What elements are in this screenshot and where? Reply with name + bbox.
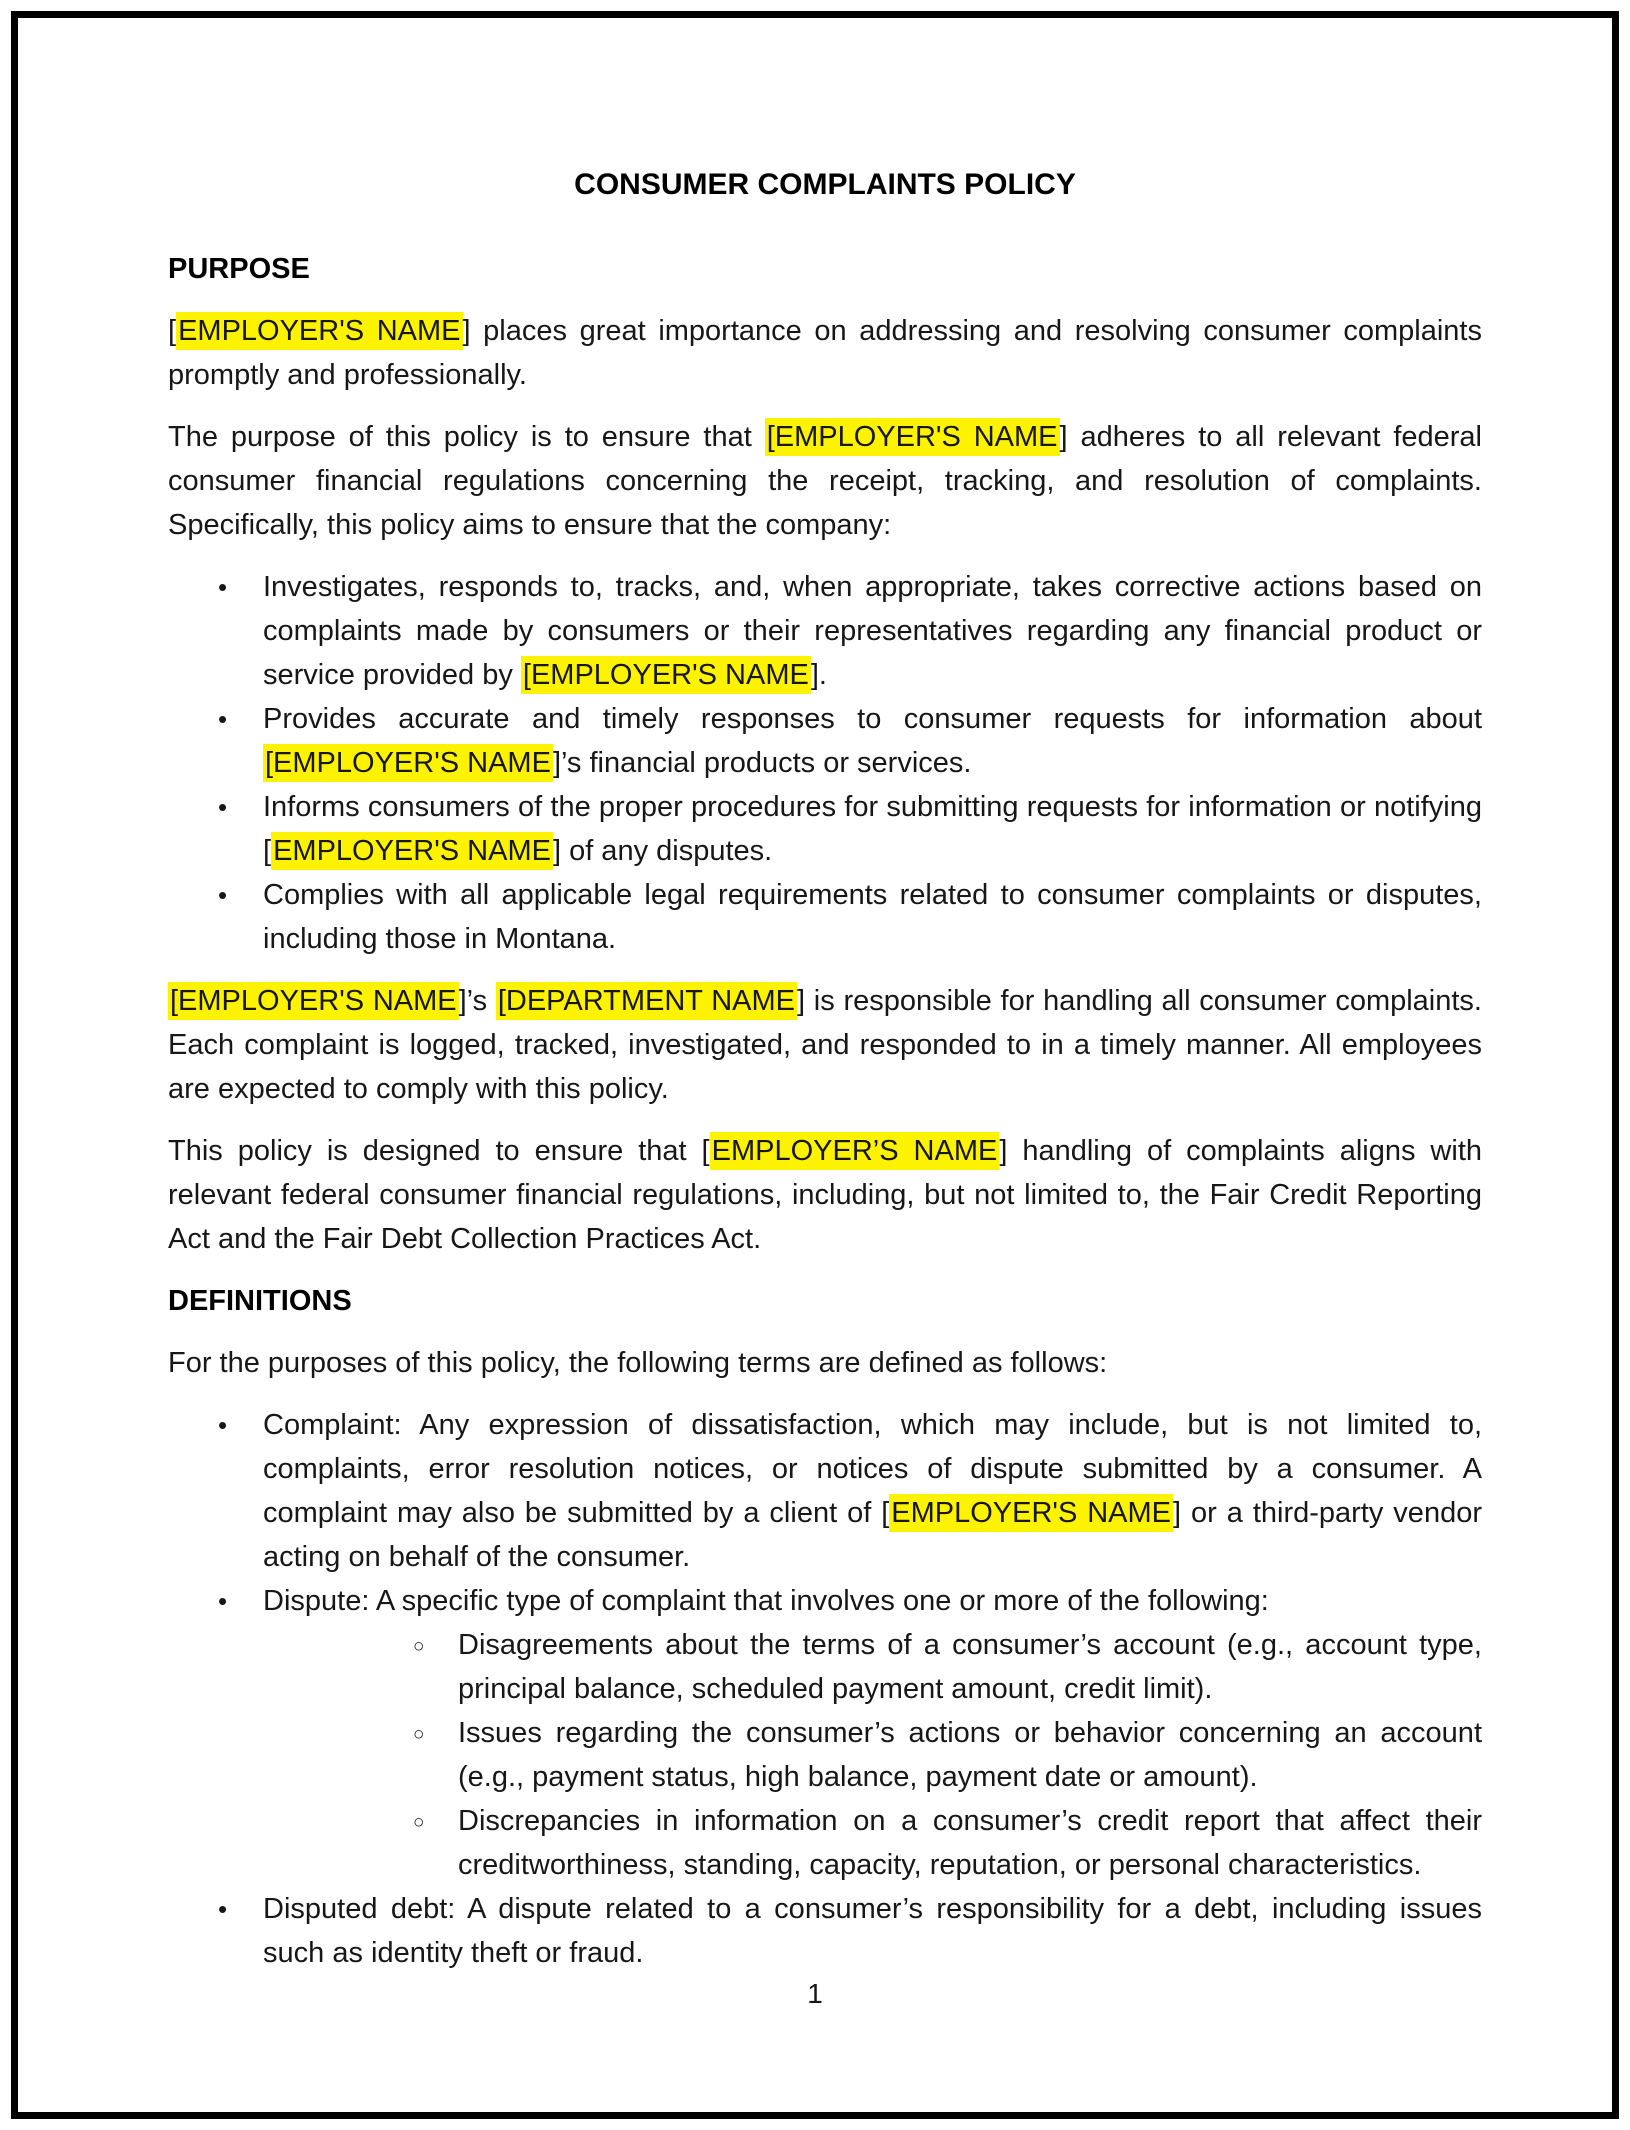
highlighted-placeholder: EMPLOYER'S NAME <box>271 832 553 870</box>
document-title: CONSUMER COMPLAINTS POLICY <box>574 168 1076 201</box>
bullet-icon: • <box>218 1410 228 1440</box>
document-body <box>168 247 1482 1975</box>
list-item <box>168 785 1482 873</box>
highlighted-placeholder: EMPLOYER’S NAME <box>710 1132 1000 1170</box>
text-segment: Disagreements about the terms of a consumer’s account (e.g., account type, principal balance, scheduled payment amount, credit limit). <box>458 1629 1482 1705</box>
text-segment: Informs consumers of the proper procedures for submitting requests for information or notifying [ <box>263 791 1482 867</box>
text-segment: Complaint: Any expression of dissatisfaction, which may include, but is not limited to, complaints, error resolution notices, or notices of dispute submitted by a consumer. A complaint may also be submitted by a client of [ <box>263 1409 1482 1529</box>
text-segment: ]’s financial products or services. <box>552 747 972 779</box>
text-segment: Provides accurate and timely responses to consumer requests for information about <box>263 703 1482 735</box>
circle-bullet-icon: ○ <box>413 1724 425 1745</box>
text-segment: Dispute: A specific type of complaint that involves one or more of the following: <box>263 1585 1269 1617</box>
highlighted-placeholder: [EMPLOYER'S NAME <box>765 418 1060 456</box>
list-item <box>168 1403 1482 1579</box>
highlighted-placeholder: EMPLOYER'S NAME <box>176 312 462 350</box>
text-segment: ] adheres to all relevant federal consumer financial regulations concerning the receipt, tracking, and resolution of complaints. Specifically, this policy aims to ensure that the company: <box>168 421 1483 541</box>
highlighted-placeholder: [EMPLOYER'S NAME <box>263 744 553 782</box>
highlighted-placeholder: EMPLOYER'S NAME <box>889 1494 1173 1532</box>
highlighted-placeholder: [EMPLOYER'S NAME <box>168 982 459 1020</box>
paragraph <box>168 309 1482 397</box>
text-segment: This policy is designed to ensure that [ <box>168 1135 710 1167</box>
highlighted-placeholder: [DEPARTMENT NAME <box>496 982 797 1020</box>
bullet-list <box>168 565 1482 961</box>
bullet-icon: • <box>218 572 228 602</box>
list-item <box>168 873 1482 961</box>
paragraph <box>168 979 1482 1111</box>
text-segment: Disputed debt: A dispute related to a consumer’s responsibility for a debt, including issues such as identity theft or fraud. <box>263 1893 1482 1969</box>
list-item <box>168 1887 1482 1975</box>
sub-list-item <box>263 1711 1482 1799</box>
circle-bullet-icon: ○ <box>413 1812 425 1833</box>
text-segment: ] handling of complaints aligns with relevant federal consumer financial regulations, including, but not limited to, the Fair Credit Reporting Act and the Fair Debt Collection Practices Act. <box>168 1135 1482 1255</box>
list-item <box>168 565 1482 697</box>
paragraph <box>168 1129 1482 1261</box>
page-number: 1 <box>807 1978 823 2009</box>
text-segment: ] of any disputes. <box>552 835 773 867</box>
text-segment: Issues regarding the consumer’s actions or behavior concerning an account (e.g., payment status, high balance, payment date or amount). <box>458 1717 1482 1793</box>
text-segment: Discrepancies in information on a consumer’s credit report that affect their creditworthiness, standing, capacity, reputation, or personal characteristics. <box>458 1805 1482 1881</box>
text-segment: ] is responsible for handling all consumer complaints. Each complaint is logged, tracked, investigated, and responded to in a timely manner. All employees are expected to comply with this policy. <box>168 985 1482 1105</box>
list-item <box>168 1579 1482 1887</box>
text-segment: ] places great importance on addressing and resolving consumer complaints promptly and professionally. <box>168 315 1482 391</box>
bullet-icon: • <box>218 704 228 734</box>
sub-list-item <box>263 1799 1482 1887</box>
bullet-icon: • <box>218 1586 228 1616</box>
list-item <box>168 697 1482 785</box>
paragraph <box>168 415 1482 547</box>
bullet-icon: • <box>218 1894 228 1924</box>
highlighted-placeholder: [EMPLOYER'S NAME <box>521 656 811 694</box>
bullet-icon: • <box>218 880 228 910</box>
text-segment: The purpose of this policy is to ensure that <box>168 421 765 453</box>
bullet-icon: • <box>218 792 228 822</box>
text-segment: ]. <box>810 659 827 691</box>
paragraph <box>168 1341 1482 1385</box>
text-segment: ]’s <box>458 985 496 1017</box>
text-segment: Investigates, responds to, tracks, and, when appropriate, takes corrective actions based on complaints made by consumers or their representatives regarding any financial product or service provided by <box>263 571 1482 691</box>
text-segment: Complies with all applicable legal requirements related to consumer complaints or disputes, including those in Montana. <box>263 879 1482 955</box>
circle-bullet-icon: ○ <box>413 1636 425 1657</box>
section-heading: DEFINITIONS <box>168 1285 352 1317</box>
text-segment: For the purposes of this policy, the following terms are defined as follows: <box>168 1347 1108 1379</box>
text-segment: [ <box>168 315 177 347</box>
document-content <box>168 163 1482 1993</box>
sub-list-item <box>263 1623 1482 1711</box>
section-heading: PURPOSE <box>168 253 310 285</box>
bullet-list <box>168 1403 1482 1975</box>
sub-bullet-list <box>263 1623 1482 1887</box>
text-segment: ] or a third-party vendor acting on behalf of the consumer. <box>263 1497 1482 1573</box>
